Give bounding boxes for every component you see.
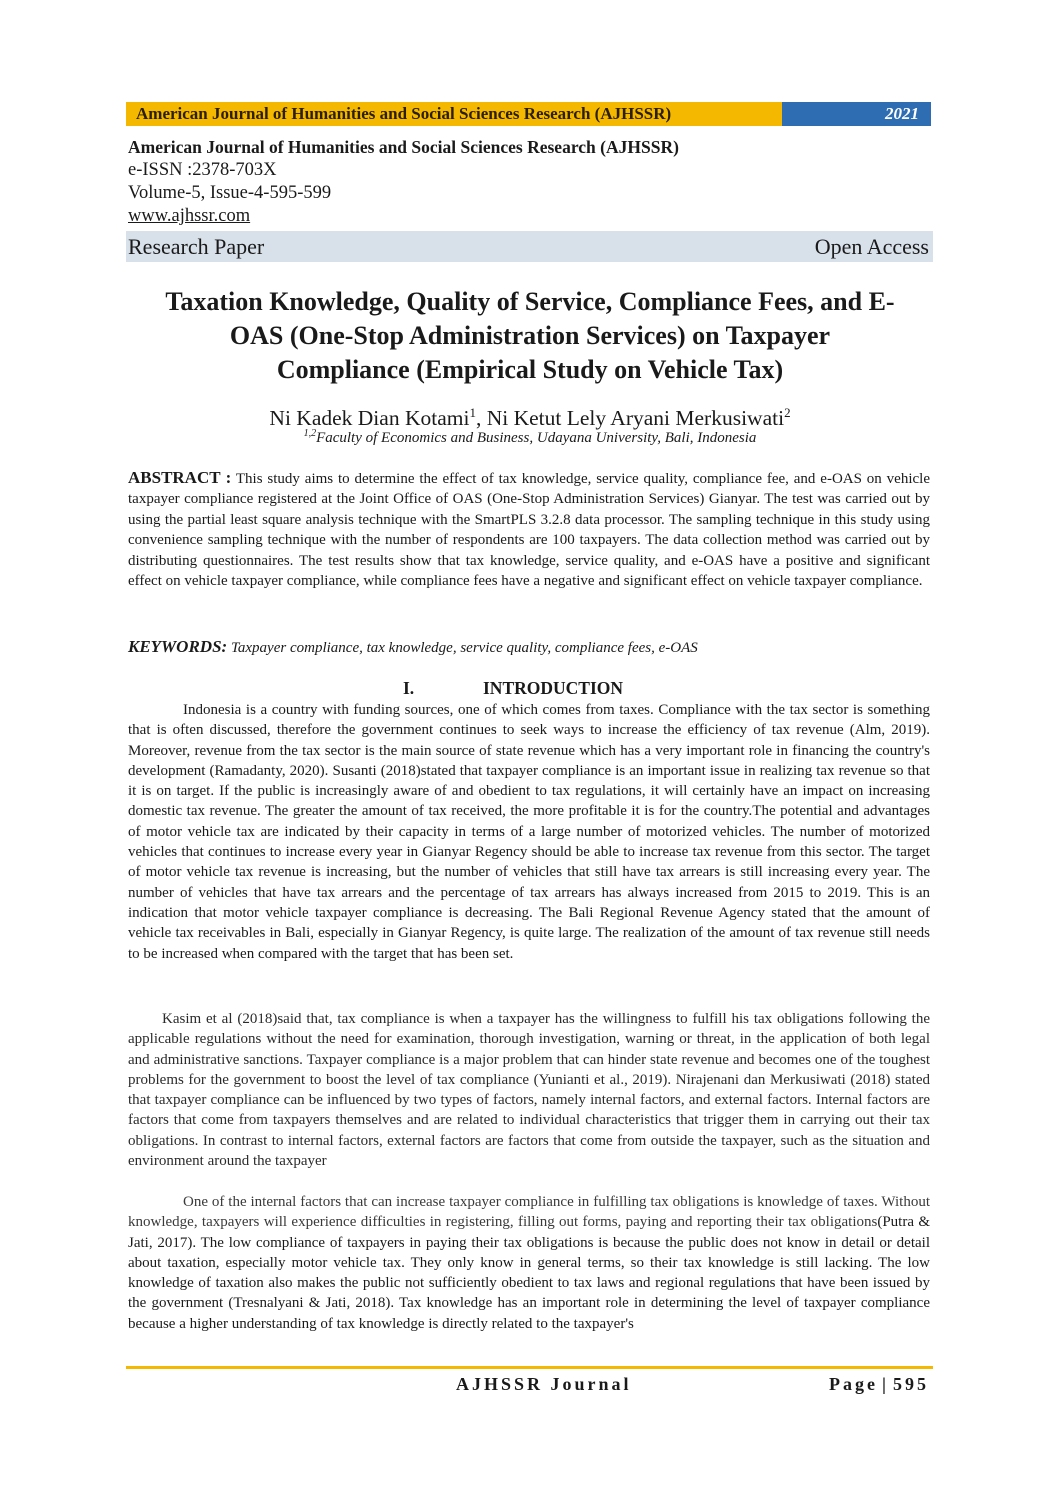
author-1-name: Ni Kadek Dian Kotami [269, 406, 470, 431]
abstract-label: ABSTRACT : [128, 468, 232, 487]
section-title: INTRODUCTION [483, 678, 624, 698]
author-1-affiliation-mark: 1 [469, 405, 476, 420]
paragraph-3 [128, 1192, 930, 1334]
affiliation-text: Faculty of Economics and Business, Udayana University, Bali, Indonesia [316, 430, 757, 446]
footer-rule [126, 1366, 933, 1369]
keywords-label: KEYWORDS: [128, 637, 228, 656]
paragraph-3-part-2: (Putra & Jati, 2017). The low compliance of taxpayers in paying their tax obligations is because the public does not know in detail or detail about taxation, especially motor vehicle tax. They only know in general terms, so their tax knowledge is still lacking. The low knowledge of taxation also makes the public not sufficiently obedient to tax laws and regional regulations that have been issued by the government (Tresnalyani & Jati, 2018). Tax knowledge has an important role in determining the level of taxpayer compliance because a higher understanding of tax knowledge is directly related to the taxpayer's [128, 1214, 930, 1332]
footer-journal: AJHSSR Journal [456, 1374, 632, 1394]
paper-type-bar [126, 231, 933, 262]
author-separator: , [475, 406, 487, 431]
journal-volume: Volume-5, Issue-4-595-599 [128, 183, 332, 203]
paragraph-1: Indonesia is a country with funding sources, one of which comes from taxes. Compliance with the tax sector is something that is often discussed, therefore the government continues to seek ways to increase the efficiency of tax revenue (Alm, 2019). Moreover, revenue from the tax sector is the main source of state revenue which has a very important role in financing the country's development (Ramadanty, 2020). Susanti (2018)stated that taxpayer compliance is an important issue in realizing tax revenue so that it is on target. If the public is increasingly aware of and obedient to tax regulations, it will certainly have an impact on increasing domestic tax revenue. The greater the amount of tax received, the more profitable it is for the country.The potential and advantages of motor vehicle tax are indicated by their capacity in terms of a large number of motorized vehicles. The number of motorized vehicles that continues to increase every year in Gianyar Regency should be able to increase tax revenue from this sector. The target of motor vehicle tax revenue is increasing, but the number of vehicles that still have tax arrears is still increasing every year. The number of vehicles that have tax arrears and the percentage of tax arrears has always increased from 2015 to 2019. This is an indication that motor vehicle taxpayer compliance is decreasing. The Bali Regional Revenue Agency stated that the amount of vehicle tax receivables in Bali, especially in Gianyar Regency, is quite large. The realization of the amount of tax revenue still needs to be increased when compared with the target that has been set. [128, 702, 930, 962]
footer-page-number: 595 [893, 1374, 929, 1394]
paper-type-label: Research Paper [128, 234, 265, 259]
page-footer [126, 1374, 933, 1400]
journal-issn: e-ISSN :2378-703X [128, 160, 277, 180]
title-line-1: Taxation Knowledge, Quality of Service, Compliance Fees, and E- [165, 287, 895, 316]
paragraph-3-part-1: One of the internal factors that can increase taxpayer compliance in fulfilling tax obligations is knowledge of taxes. Without knowledge, taxpayers will experience difficulties in registering, filling out forms, paying and reporting their tax obligations [128, 1194, 930, 1231]
footer-separator: | [882, 1374, 889, 1394]
title-line-3: Compliance (Empirical Study on Vehicle Tax) [276, 355, 784, 384]
abstract-block [128, 468, 930, 591]
running-header [126, 102, 931, 126]
author-2-affiliation-mark: 2 [784, 405, 791, 420]
header-year: 2021 [782, 102, 931, 126]
abstract-text: This study aims to determine the effect of tax knowledge, service quality, compliance fee, and e-OAS on vehicle taxpayer compliance registered at the Joint Office of OAS (One-Stop Administration Services) Gianyar. The test was carried out by using the partial least square analysis technique with the SmartPLS 3.2.8 data processor. The sampling technique in this study using convenience sampling technique with the number of respondents are 100 taxpayers. The data collection method was carried out by distributing questionnaires. The test results show that tax knowledge, service quality, and e-OAS have a positive and significant effect on vehicle taxpayer compliance, while compliance fees have a negative and significant effect on vehicle taxpayer compliance. [128, 471, 930, 590]
section-number: I. [403, 678, 415, 698]
affiliation-mark: 1,2 [303, 428, 317, 439]
access-type-label: Open Access [814, 234, 929, 259]
author-affiliation [110, 428, 950, 447]
title-line-2: OAS (One-Stop Administration Services) on Taxpayer [229, 321, 831, 350]
journal-info-block [128, 136, 928, 228]
footer-page [829, 1374, 929, 1395]
keywords-text: Taxpayer compliance, tax knowledge, service quality, compliance fees, e-OAS [230, 640, 698, 656]
author-2-name: Ni Ketut Lely Aryani Merkusiwati [486, 406, 785, 431]
header-journal-name: American Journal of Humanities and Social Sciences Research (AJHSSR) [126, 102, 782, 126]
keywords-block [128, 637, 930, 657]
paper-title [110, 285, 950, 387]
journal-name: American Journal of Humanities and Social Sciences Research (AJHSSR) [128, 137, 679, 157]
paragraph-2: Kasim et al (2018)said that, tax compliance is when a taxpayer has the willingness to fulfill his tax obligations following the applicable regulations without the need for examination, thorough investigation, warning or threat, in the application of both legal and administrative sanctions. Taxpayer compliance is a major problem that can hinder state revenue and becomes one of the toughest problems for the government to boost the level of tax compliance (Yunianti et al., 2019). Nirajenani dan Merkusiwati (2018) stated that taxpayer compliance can be influenced by two types of factors, namely internal factors, and external factors. Internal factors are factors that come from taxpayers themselves and are related to individual characteristics that trigger them in carrying out their tax obligations. In contrast to internal factors, external factors are factors that come from outside the taxpayer, such as the situation and environment around the taxpayer [128, 1011, 930, 1170]
footer-page-label: Page [829, 1374, 879, 1394]
journal-website-link[interactable]: www.ajhssr.com [128, 206, 251, 226]
